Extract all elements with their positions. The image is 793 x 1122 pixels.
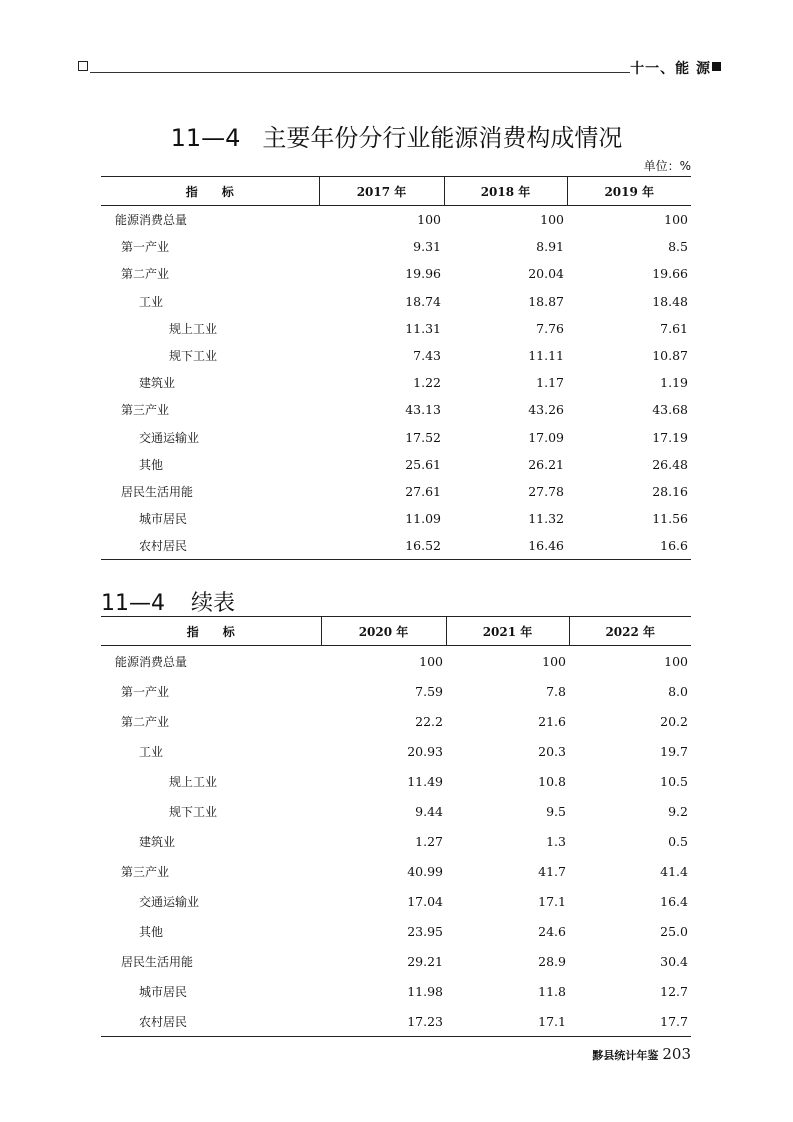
row-label: 城市居民 xyxy=(139,984,188,999)
row-value: 1.27 xyxy=(415,833,443,849)
row-value: 1.3 xyxy=(546,833,566,849)
row-label: 规下工业 xyxy=(169,804,218,819)
table2-header-row xyxy=(101,617,691,646)
row-value: 27.61 xyxy=(405,483,441,499)
table-row xyxy=(101,424,691,451)
row-value: 16.52 xyxy=(319,532,444,560)
table1-header-row xyxy=(101,177,691,206)
row-label: 第一产业 xyxy=(121,684,170,699)
row-value: 11.8 xyxy=(538,983,566,999)
row-value: 18.74 xyxy=(405,293,441,309)
table-row xyxy=(101,886,691,916)
row-label: 建筑业 xyxy=(139,834,176,849)
row-label: 第二产业 xyxy=(121,267,170,282)
row-value: 17.09 xyxy=(528,429,564,445)
table1-unit: 单位：% xyxy=(643,159,691,173)
row-value: 11.56 xyxy=(652,511,688,527)
table2-col-year-3: 2022 年 xyxy=(569,617,691,646)
table2-title xyxy=(101,586,235,617)
row-label: 交通运输业 xyxy=(139,430,200,445)
table-row xyxy=(101,478,691,505)
row-value: 11.09 xyxy=(405,511,441,527)
footer-book-title: 黟县统计年鉴 xyxy=(592,1049,659,1062)
row-value: 100 xyxy=(664,212,688,228)
row-value: 41.4 xyxy=(660,863,688,879)
row-value: 8.0 xyxy=(668,683,688,699)
row-value: 24.6 xyxy=(538,923,566,939)
table-row xyxy=(101,206,691,234)
row-value: 25.0 xyxy=(660,923,688,939)
page-footer xyxy=(592,1045,691,1063)
table-row xyxy=(101,532,691,560)
row-value: 17.04 xyxy=(407,893,443,909)
table-row xyxy=(101,1006,691,1037)
table1-title-text: 主要年份分行业能源消费构成情况 xyxy=(262,124,623,152)
table-row xyxy=(101,826,691,856)
table-row xyxy=(101,260,691,287)
row-value: 43.68 xyxy=(652,402,688,418)
row-value: 7.59 xyxy=(415,683,443,699)
row-value: 9.5 xyxy=(546,803,566,819)
row-value: 30.4 xyxy=(660,953,688,969)
row-value: 1.19 xyxy=(660,375,688,391)
row-label: 规下工业 xyxy=(169,349,218,364)
row-value: 19.66 xyxy=(652,266,688,282)
row-label: 能源消费总量 xyxy=(115,654,188,669)
header-box-mark xyxy=(78,61,88,71)
row-value: 0.5 xyxy=(668,833,688,849)
row-value: 10.5 xyxy=(660,773,688,789)
row-label: 其他 xyxy=(139,457,164,472)
row-value: 17.1 xyxy=(446,1006,569,1037)
table-row xyxy=(101,736,691,766)
chapter-title: 十一、能 源 xyxy=(630,61,711,77)
table1-col-year-3: 2019 年 xyxy=(567,177,691,206)
row-label: 工业 xyxy=(139,294,164,309)
table-row xyxy=(101,451,691,478)
row-value: 1.17 xyxy=(536,375,564,391)
row-value: 18.87 xyxy=(528,293,564,309)
row-value: 8.5 xyxy=(668,239,688,255)
table-row xyxy=(101,342,691,369)
table1 xyxy=(101,176,691,560)
table1-col-year-2: 2018 年 xyxy=(444,177,567,206)
table-row xyxy=(101,396,691,423)
row-value: 22.2 xyxy=(415,713,443,729)
row-label: 农村居民 xyxy=(101,1006,321,1037)
row-value: 17.23 xyxy=(321,1006,446,1037)
row-value: 100 xyxy=(664,653,688,669)
row-value: 26.21 xyxy=(528,456,564,472)
table-row xyxy=(101,916,691,946)
row-value: 19.96 xyxy=(405,266,441,282)
row-value: 20.93 xyxy=(407,743,443,759)
row-label: 农村居民 xyxy=(101,532,319,560)
row-value: 18.48 xyxy=(652,293,688,309)
table-row xyxy=(101,706,691,736)
table-row xyxy=(101,233,691,260)
row-value: 17.52 xyxy=(405,429,441,445)
row-value: 11.31 xyxy=(405,320,441,336)
table2-col-indicator: 指 标 xyxy=(101,617,321,646)
table-row xyxy=(101,676,691,706)
table2-title-number: 11—4 xyxy=(101,591,165,616)
row-value: 43.26 xyxy=(528,402,564,418)
table-row xyxy=(101,796,691,826)
row-value: 9.31 xyxy=(413,239,441,255)
table-row xyxy=(101,288,691,315)
row-value: 7.8 xyxy=(546,683,566,699)
row-value: 17.7 xyxy=(569,1006,691,1037)
row-value: 20.3 xyxy=(538,743,566,759)
row-value: 19.7 xyxy=(660,743,688,759)
table-row xyxy=(101,856,691,886)
row-label: 规上工业 xyxy=(169,774,218,789)
row-value: 100 xyxy=(542,653,566,669)
row-label: 第一产业 xyxy=(121,240,170,255)
row-value: 10.87 xyxy=(652,348,688,364)
table-row xyxy=(101,946,691,976)
table-row xyxy=(101,505,691,532)
row-value: 12.7 xyxy=(660,983,688,999)
row-value: 41.7 xyxy=(538,863,566,879)
row-value: 17.19 xyxy=(652,429,688,445)
table2-col-year-2: 2021 年 xyxy=(446,617,569,646)
row-value: 11.98 xyxy=(407,983,443,999)
row-value: 11.49 xyxy=(407,773,443,789)
table1-title xyxy=(0,118,793,153)
table2-title-text: 续表 xyxy=(191,591,236,616)
table-row xyxy=(101,766,691,796)
row-value: 11.32 xyxy=(528,511,564,527)
row-value: 16.6 xyxy=(567,532,691,560)
row-label: 居民生活用能 xyxy=(121,954,194,969)
table1-col-indicator: 指 标 xyxy=(101,177,319,206)
row-value: 1.22 xyxy=(413,375,441,391)
page-number: 203 xyxy=(662,1045,691,1063)
row-value: 27.78 xyxy=(528,483,564,499)
row-value: 43.13 xyxy=(405,402,441,418)
row-value: 11.11 xyxy=(528,348,564,364)
row-label: 交通运输业 xyxy=(139,894,200,909)
row-label: 城市居民 xyxy=(139,512,188,527)
row-value: 100 xyxy=(540,212,564,228)
row-value: 100 xyxy=(419,653,443,669)
row-label: 规上工业 xyxy=(169,321,218,336)
row-value: 20.04 xyxy=(528,266,564,282)
row-value: 8.91 xyxy=(536,239,564,255)
row-label: 第三产业 xyxy=(121,864,170,879)
row-label: 能源消费总量 xyxy=(115,213,188,228)
row-value: 23.95 xyxy=(407,923,443,939)
table-row xyxy=(101,646,691,677)
row-value: 28.9 xyxy=(538,953,566,969)
table1-body xyxy=(101,206,691,560)
table-row xyxy=(101,976,691,1006)
header-rule xyxy=(90,72,630,73)
row-value: 21.6 xyxy=(538,713,566,729)
table1-title-number: 11—4 xyxy=(170,124,241,152)
row-value: 29.21 xyxy=(407,953,443,969)
row-value: 26.48 xyxy=(652,456,688,472)
table-row xyxy=(101,369,691,396)
row-value: 20.2 xyxy=(660,713,688,729)
row-label: 第二产业 xyxy=(121,714,170,729)
row-value: 28.16 xyxy=(652,483,688,499)
table2-col-year-1: 2020 年 xyxy=(321,617,446,646)
table-row xyxy=(101,315,691,342)
header-square-mark xyxy=(712,62,721,71)
table2 xyxy=(101,616,691,1037)
row-value: 10.8 xyxy=(538,773,566,789)
row-value: 9.2 xyxy=(668,803,688,819)
row-label: 居民生活用能 xyxy=(121,484,194,499)
row-value: 9.44 xyxy=(415,803,443,819)
row-value: 16.4 xyxy=(660,893,688,909)
row-value: 100 xyxy=(417,212,441,228)
row-value: 40.99 xyxy=(407,863,443,879)
row-value: 16.46 xyxy=(444,532,567,560)
row-value: 7.61 xyxy=(660,320,688,336)
row-value: 7.43 xyxy=(413,348,441,364)
row-label: 建筑业 xyxy=(139,376,176,391)
row-value: 17.1 xyxy=(538,893,566,909)
row-label: 第三产业 xyxy=(121,403,170,418)
table2-body xyxy=(101,646,691,1037)
row-value: 25.61 xyxy=(405,456,441,472)
row-label: 其他 xyxy=(139,924,164,939)
row-value: 7.76 xyxy=(536,320,564,336)
table1-col-year-1: 2017 年 xyxy=(319,177,444,206)
row-label: 工业 xyxy=(139,744,164,759)
